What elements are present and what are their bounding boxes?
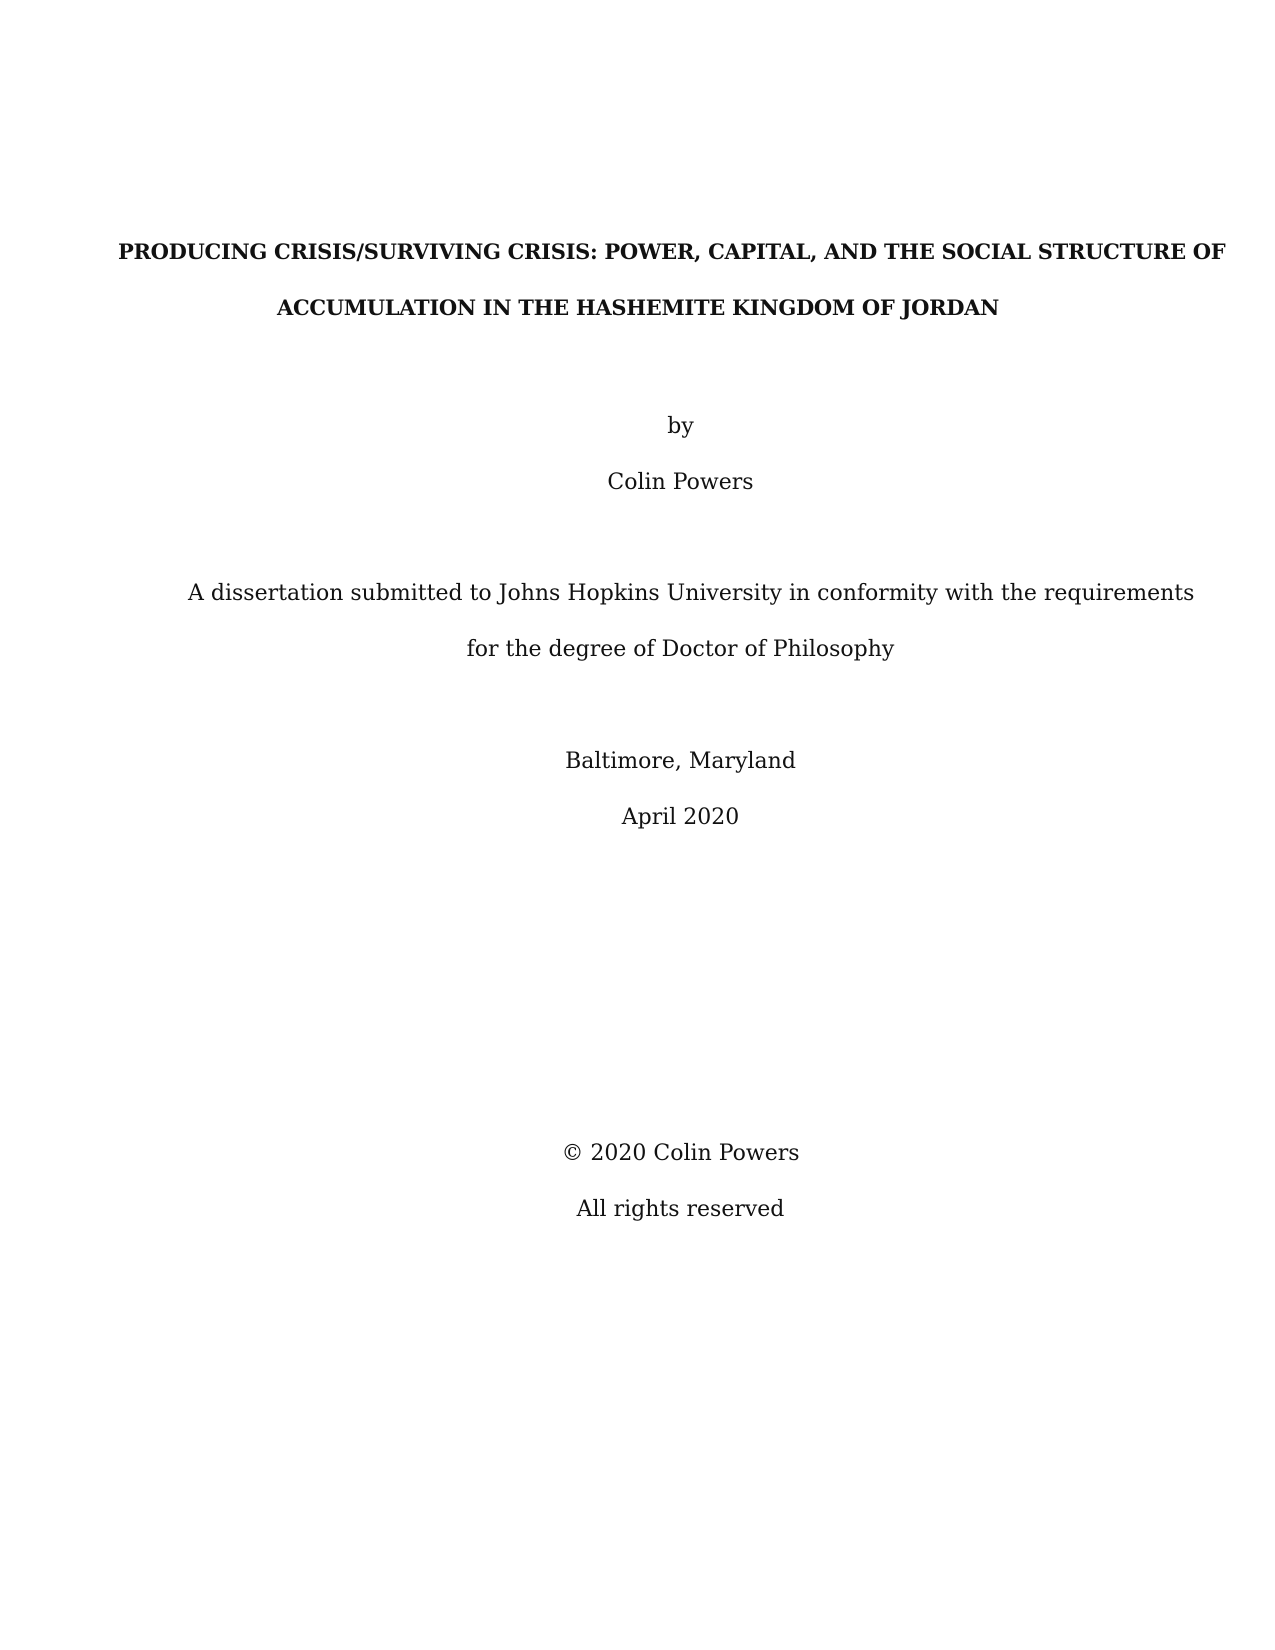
date: April 2020 xyxy=(621,805,740,830)
title-line-2: ACCUMULATION IN THE HASHEMITE KINGDOM OF JORDAN xyxy=(276,295,1000,320)
submission-statement-line-1: A dissertation submitted to Johns Hopkins University in conformity with the requirements xyxy=(188,581,1195,606)
place: Baltimore, Maryland xyxy=(565,749,796,774)
by-label: by xyxy=(667,414,694,439)
title-line-1: PRODUCING CRISIS/SURVIVING CRISIS: POWER, CAPITAL, AND THE SOCIAL STRUCTURE OF xyxy=(118,239,1226,264)
rights-reserved: All rights reserved xyxy=(576,1197,785,1222)
submission-statement-line-2: for the degree of Doctor of Philosophy xyxy=(466,637,895,662)
copyright-notice: © 2020 Colin Powers xyxy=(561,1141,800,1166)
author-name: Colin Powers xyxy=(607,470,754,495)
